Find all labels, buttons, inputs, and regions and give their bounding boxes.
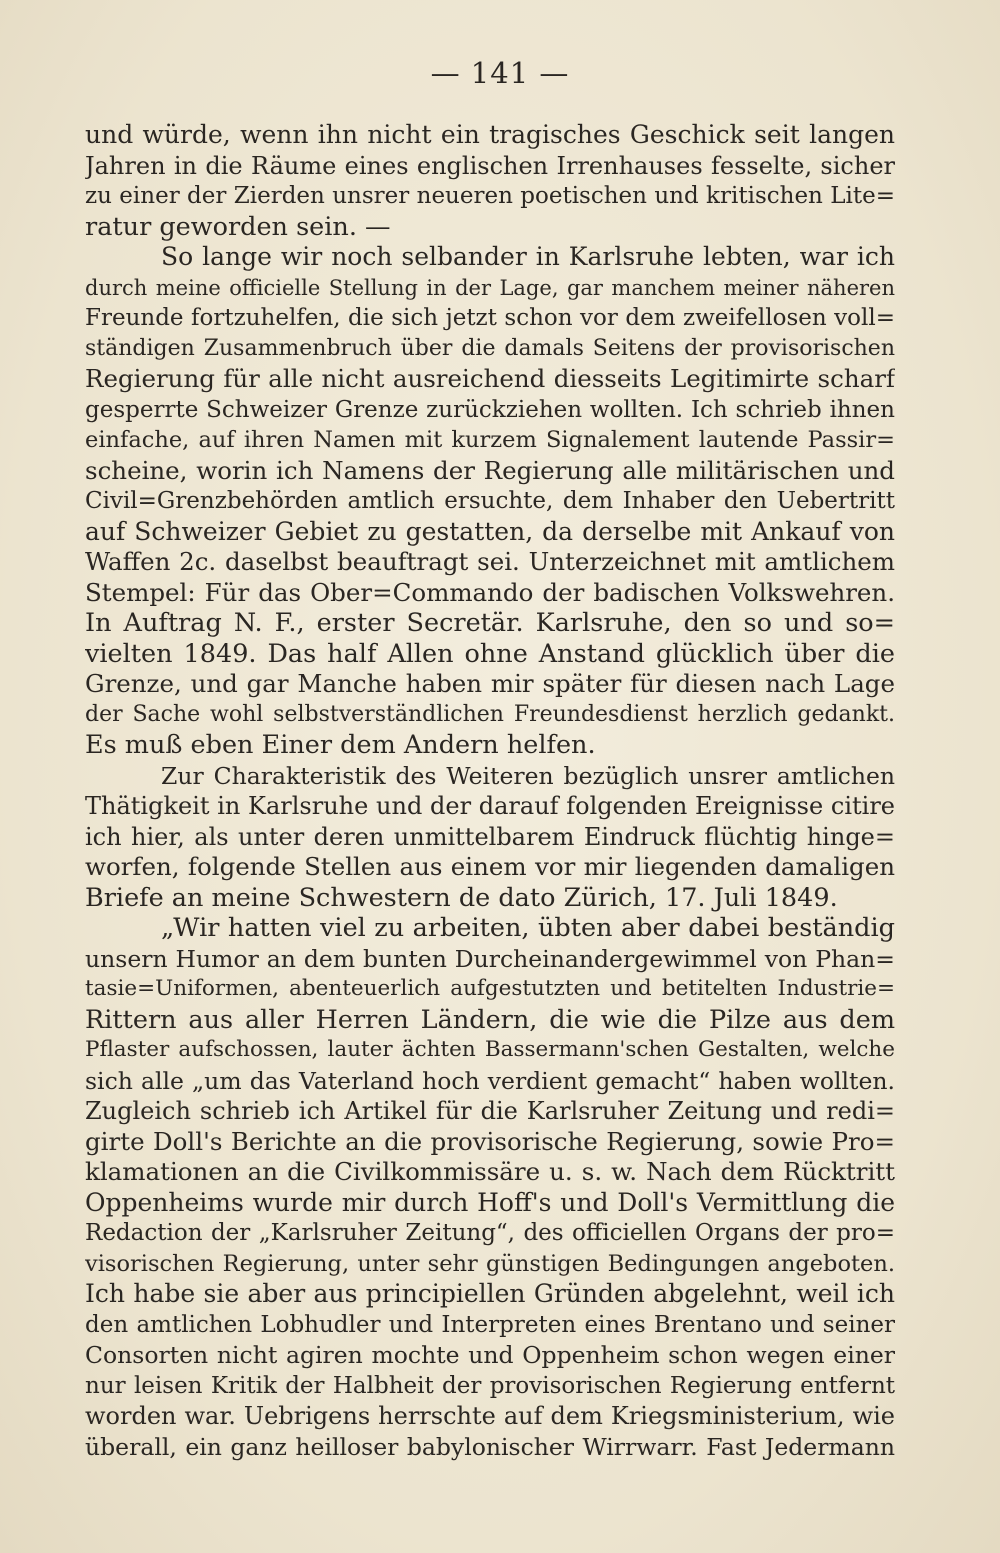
text-line: Waffen 2c. daselbst beauftragt sei. Unterzeichnet mit amtlichem <box>85 547 895 576</box>
text-line: Ich habe sie aber aus principiellen Gründen abgelehnt, weil ich <box>85 1279 895 1308</box>
text-line: ständigen Zusammenbruch über die damals Seitens der provisorischen <box>85 335 895 361</box>
text-line: Grenze, und gar Manche haben mir später für diesen nach Lage <box>85 669 895 698</box>
text-line: worfen, folgende Stellen aus einem vor mir liegenden damaligen <box>85 852 895 881</box>
text-line: In Auftrag N. F., erster Secretär. Karlsruhe, den so und so= <box>85 608 895 638</box>
text-line: auf Schweizer Gebiet zu gestatten, da derselbe mit Ankauf von <box>85 516 895 546</box>
text-line: Oppenheims wurde mir durch Hoff's und Doll's Vermittlung die <box>85 1187 895 1217</box>
text-line: zu einer der Zierden unsrer neueren poetischen und kritischen Lite= <box>85 183 895 209</box>
text-line: gesperrte Schweizer Grenze zurückziehen wollten. Ich schrieb ihnen <box>85 396 895 423</box>
text-line: Es muß eben Einer dem Andern helfen. <box>85 730 596 760</box>
text-line: vielten 1849. Das half Allen ohne Anstand glücklich über die <box>85 638 895 669</box>
text-line: Jahren in die Räume eines englischen Irrenhauses fesselte, sicher <box>85 151 895 180</box>
text-line: Redaction der „Karlsruher Zeitung“, des officiellen Organs der pro= <box>85 1220 895 1246</box>
text-line: der Sache wohl selbstverständlichen Freundesdienst herzlich gedankt. <box>85 701 895 727</box>
text-line: scheine, worin ich Namens der Regierung alle militärischen und <box>85 455 895 485</box>
text-line: und würde, wenn ihn nicht ein tragisches Geschick seit langen <box>85 120 895 149</box>
text-line: den amtlichen Lobhudler und Interpreten eines Brentano und seiner <box>85 1311 895 1338</box>
text-line: Civil=Grenzbehörden amtlich ersuchte, dem Inhaber den Uebertritt <box>85 488 895 514</box>
text-line: Pflaster aufschossen, lauter ächten Bassermann'schen Gestalten, welche <box>85 1037 895 1062</box>
text-line: „Wir hatten viel zu arbeiten, übten aber dabei beständig <box>161 913 895 943</box>
text-line: Zur Charakteristik des Weiteren bezüglich unsrer amtlichen <box>161 761 895 790</box>
text-line: nur leisen Kritik der Halbheit der provisorischen Regierung entfernt <box>85 1372 895 1399</box>
text-line: Rittern aus aller Herren Ländern, die wie die Pilze aus dem <box>85 1004 895 1035</box>
text-line: ich hier, als unter deren unmittelbarem Eindruck flüchtig hinge= <box>85 822 895 851</box>
text-line: unsern Humor an dem bunten Durcheinandergewimmel von Phan= <box>85 944 895 973</box>
text-line: Briefe an meine Schwestern de dato Zürich, 17. Juli 1849. <box>85 882 838 913</box>
text-line: Freunde fortzuhelfen, die sich jetzt schon vor dem zweifellosen voll= <box>85 305 895 331</box>
text-line: So lange wir noch selbander in Karlsruhe lebten, war ich <box>161 242 895 271</box>
text-line: visorischen Regierung, unter sehr günstigen Bedingungen angeboten. <box>85 1250 895 1277</box>
text-line: Regierung für alle nicht ausreichend diesseits Legitimirte scharf <box>85 364 895 393</box>
text-line: worden war. Uebrigens herrschte auf dem Kriegsministerium, wie <box>85 1402 895 1430</box>
text-line: tasie=Uniformen, abenteuerlich aufgestutzten und betitelten Industrie= <box>85 976 895 1001</box>
text-line: klamationen an die Civilkommissäre u. s. w. Nach dem Rücktritt <box>85 1157 895 1186</box>
text-line: sich alle „um das Vaterland hoch verdient gemacht“ haben wollten. <box>85 1066 895 1095</box>
page-number: — 141 — <box>430 56 570 90</box>
body-text <box>85 120 895 1462</box>
text-line: durch meine officielle Stellung in der Lage, gar manchem meiner näheren <box>85 275 895 300</box>
text-line: Consorten nicht agiren mochte und Oppenheim schon wegen einer <box>85 1341 895 1369</box>
text-line: ratur geworden sein. — <box>85 211 391 242</box>
text-line: einfache, auf ihren Namen mit kurzem Signalement lautende Passir= <box>85 427 895 453</box>
text-line: girte Doll's Berichte an die provisorische Regierung, sowie Pro= <box>85 1126 895 1156</box>
text-line: Thätigkeit in Karlsruhe und der darauf folgenden Ereignisse citire <box>85 792 895 820</box>
text-line: Zugleich schrieb ich Artikel für die Karlsruher Zeitung und redi= <box>85 1097 895 1125</box>
text-line: Stempel: Für das Ober=Commando der badischen Volkswehren. <box>85 577 895 607</box>
text-line: überall, ein ganz heilloser babylonischer Wirrwarr. Fast Jedermann <box>85 1432 895 1461</box>
